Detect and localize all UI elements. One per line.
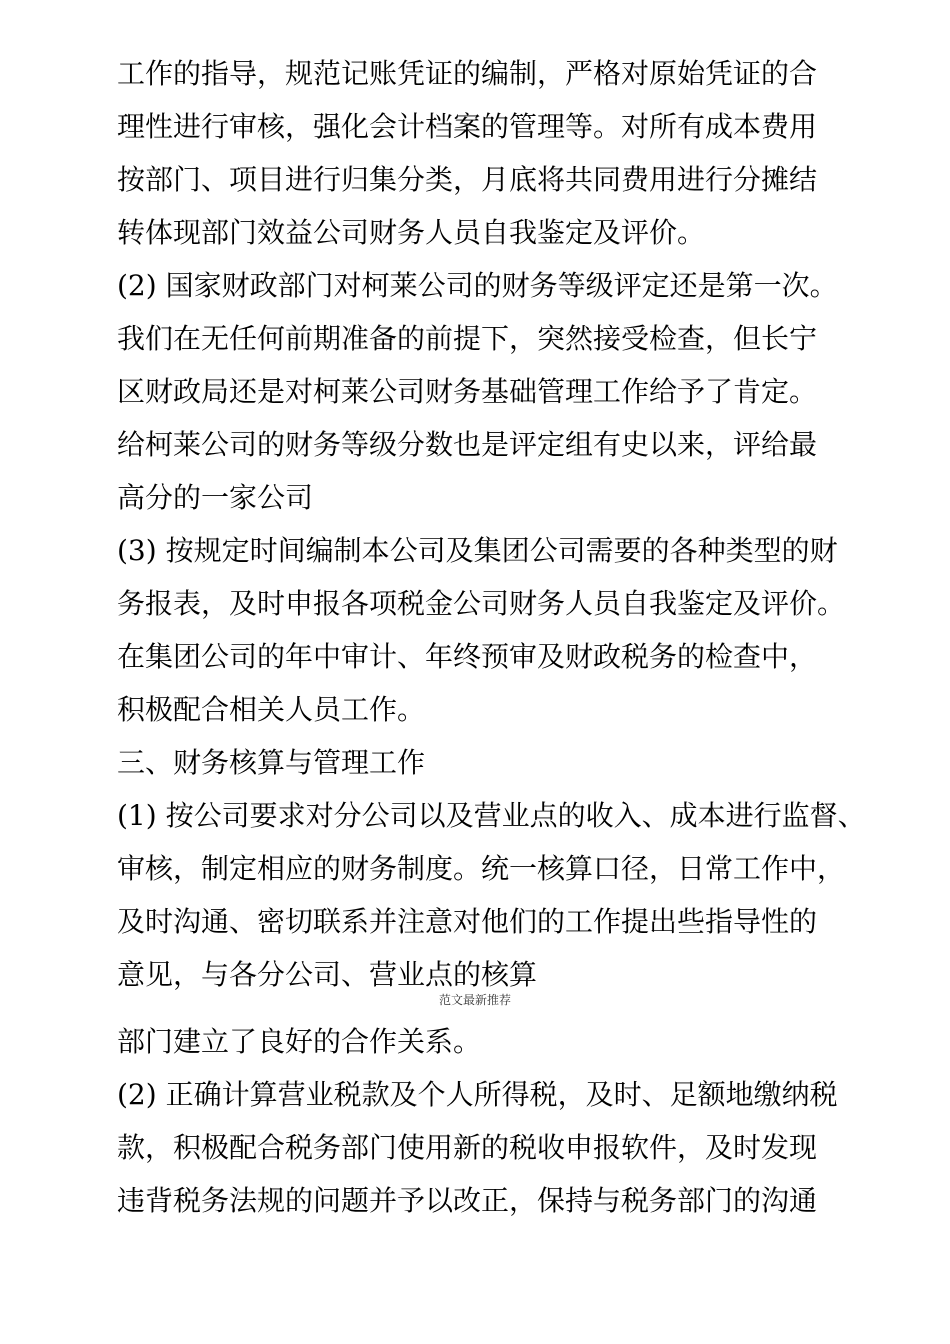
text-line: 审核，制定相应的财务制度。统一核算口径，日常工作中，	[117, 852, 846, 885]
text-line: 理性进行审核，强化会计档案的管理等。对所有成本费用	[117, 110, 818, 143]
text-line: 意见，与各分公司、营业点的核算	[117, 958, 538, 991]
text-line: 工作的指导，规范记账凭证的编制，严格对原始凭证的合	[117, 57, 818, 90]
section-heading: 三、财务核算与管理工作	[117, 746, 426, 779]
text-line: 在集团公司的年中审计、年终预审及财政税务的检查中，	[117, 640, 818, 673]
text-line: 给柯莱公司的财务等级分数也是评定组有史以来，评给最	[117, 428, 818, 461]
text-line: 及时沟通、密切联系并注意对他们的工作提出些指导性的	[117, 905, 818, 938]
text-line: (3) 按规定时间编制本公司及集团公司需要的各种类型的财	[117, 534, 838, 567]
text-line: 积极配合相关人员工作。	[117, 693, 426, 726]
text-line: 我们在无任何前期准备的前提下，突然接受检查，但长宁	[117, 322, 818, 355]
text-line: 部门建立了良好的合作关系。	[117, 1025, 482, 1058]
footer-note: 范文最新推荐	[438, 993, 511, 1007]
text-line: 按部门、项目进行归集分类，月底将共同费用进行分摊结	[117, 163, 818, 196]
text-line: 高分的一家公司	[117, 481, 314, 514]
text-line: (1) 按公司要求对分公司以及营业点的收入、成本进行监督、	[117, 799, 866, 832]
text-line: 转体现部门效益公司财务人员自我鉴定及评价。	[117, 216, 706, 249]
text-line: (2) 正确计算营业税款及个人所得税，及时、足额地缴纳税	[117, 1078, 838, 1111]
text-line: (2) 国家财政部门对柯莱公司的财务等级评定还是第一次。	[117, 269, 838, 302]
text-line: 款，积极配合税务部门使用新的税收申报软件，及时发现	[117, 1131, 818, 1164]
text-line: 违背税务法规的问题并予以改正，保持与税务部门的沟通	[117, 1184, 818, 1217]
text-line: 务报表，及时申报各项税金公司财务人员自我鉴定及评价。	[117, 587, 846, 620]
text-line: 区财政局还是对柯莱公司财务基础管理工作给予了肯定。	[117, 375, 818, 408]
